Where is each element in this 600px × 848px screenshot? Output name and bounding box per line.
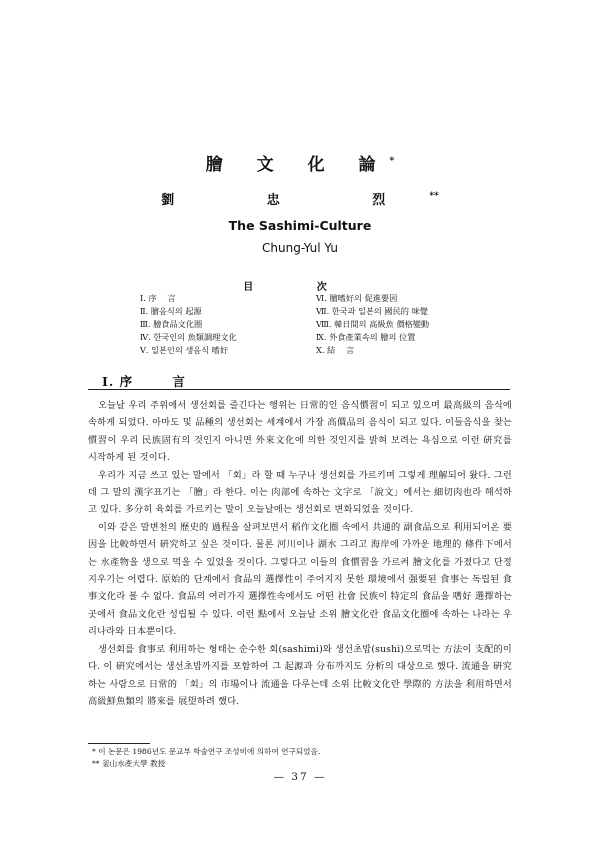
paper-author — [0, 189, 600, 208]
toc-right-column — [316, 292, 496, 357]
toc-item: Ⅰ. 序 言 — [140, 293, 176, 303]
footnotes — [92, 746, 492, 770]
footnote-divider — [88, 743, 150, 744]
toc-left-column — [140, 292, 320, 357]
toc-item: Ⅷ. 韓日間의 高級魚 價格變動 — [316, 319, 430, 329]
section-title: 序 言 — [119, 374, 203, 389]
paragraph: 이와 같은 말변천의 歷史的 過程을 살펴보면서 稻作文化圈 속에서 共通的 副食品으로 利用되어온 要因을 比較하면서 硏究하고 싶은 것이다. 물론 河川이나 湖水 그리고 海岸에 가까운 地理的 條件下에서는 水產物을 생으로 먹을 수 있었을 것이다. 그렇다고 이들의 食慣習을 가르켜 膾文化를 가졌다고 단정지우기는 어렵다. 原始的 단계에서 食品의 選擇性이 주어지지 못한 環境에서 强要된 食事는 독립된 食事文化라 볼 수 없다. 食品의 여러가지 選擇性속에서도 어떤 社會 民族이 特定의 食品을 嗜好 選擇하는 곳에서 食品文化란 성립될 수 있다. 이런 點에서 오늘날 소위 膾文化란 食品文化圈에 속하는 나라는 우리나라와 日本뿐이다. — [88, 521, 512, 638]
paragraph: 생선회를 食事로 利用하는 형태는 순수한 회(sashimi)와 생선초밥(sushi)으로먹는 方法이 支配的이다. 이 硏究에서는 생선초밥까지를 포함하여 그 起源과 分布까지도 分析의 대상으로 했다. 流通을 硏究하는 사람으로 日常的 「회」의 市場이나 流通을 다루는데 소위 比較文化란 學際的 方法을 利用하면서 高級鮮魚類의 將來를 展望하려 했다. — [88, 643, 512, 707]
paper-title — [0, 150, 600, 175]
toc-item: Ⅸ. 外食產業속의 膾의 位置 — [316, 332, 416, 342]
paragraph: 우리가 지금 쓰고 있는 말에서 「회」라 할 때 누구나 생선회를 가르키며 그렇게 理解되어 왔다. 그런데 그 말의 漢字표기는 「膾」라 한다. 이는 肉部에 속하는 文字로 「說文」에서는 細切肉也라 해석하고 있다. 多分히 육회를 가르키는 말이 오늘날에는 생선회로 변화되었을 것이다. — [88, 469, 512, 516]
page-number: — 37 — — [273, 771, 327, 783]
body-text — [88, 397, 512, 710]
title-footnote-mark: * — [389, 156, 395, 167]
section-divider — [88, 389, 510, 390]
toc-item: Ⅴ. 일본인의 생음식 嗜好 — [140, 345, 229, 355]
toc-item: Ⅶ. 한국과 일본의 國民的 味覺 — [316, 306, 428, 316]
author-name: 劉 忠 烈 — [161, 193, 430, 208]
toc-item: Ⅱ. 膾음식의 起源 — [140, 306, 202, 316]
english-title: The Sashimi-Culture — [228, 218, 372, 233]
toc-item: Ⅳ. 한국인의 魚類調理文化 — [140, 332, 237, 342]
toc-item: Ⅵ. 膾嗜好의 促進要因 — [316, 293, 398, 303]
toc-heading: 目 次 — [243, 282, 357, 293]
author-footnote-mark: ** — [429, 191, 439, 202]
english-author: Chung-Yul Yu — [262, 241, 338, 255]
paper-title-text: 膾 文 化 論 — [205, 155, 390, 175]
toc-item: Ⅲ. 膾食品文化圈 — [140, 319, 203, 329]
paragraph: 오늘날 우리 주위에서 생선회를 즐긴다는 행위는 日常的인 음식慣習이 되고 있으며 最高級의 음식에 속하게 되었다. 아마도 및 品種의 생선회는 세계에서 가장 高價品의 음식이 되고 있다. 이들음식을 찾는 慣習이 우리 民族固有의 것인지 아니면 外來文化에 의한 것인지를 밝혀 보려는 욕심으로 이런 硏究를 시작하게 된 것이다. — [88, 400, 512, 464]
section-number: Ⅰ. — [102, 374, 115, 389]
footnote: * 이 논문은 1986년도 문교부 학술연구 조성비에 의하여 연구되었음. — [92, 747, 321, 756]
section-heading — [102, 372, 203, 390]
footnote: ** 釜山水產大學 教授 — [92, 759, 166, 768]
toc-item: Ⅹ. 結 言 — [316, 345, 355, 355]
